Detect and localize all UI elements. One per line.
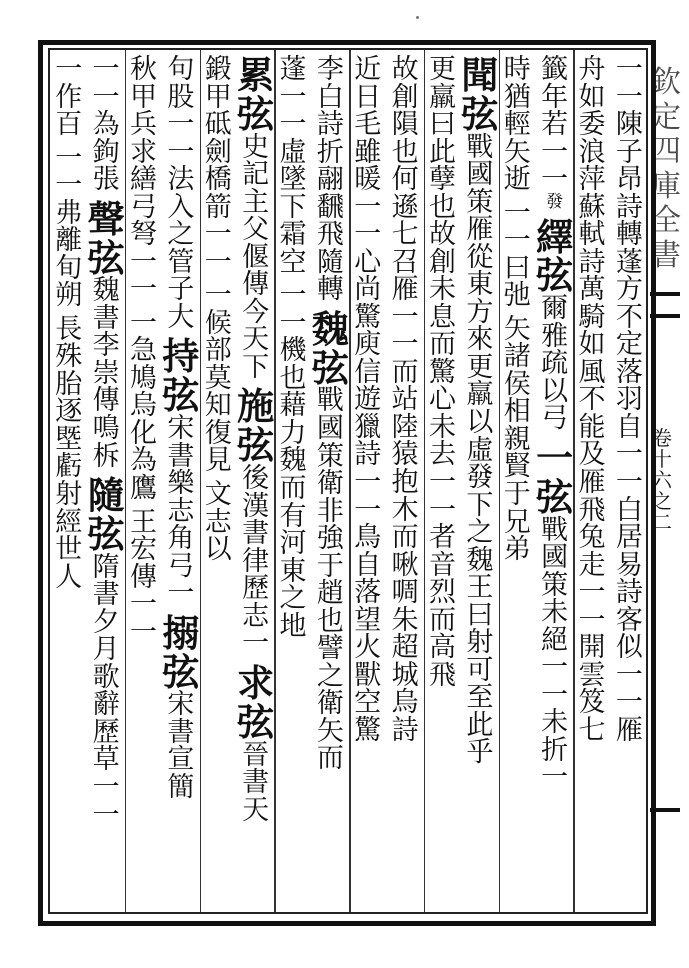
volume-char: 六 <box>652 468 672 492</box>
volume-label <box>652 428 672 533</box>
entry-text: 近 日 毛 雖 暖 一 一 心 尚 驚 庾 信 遊 獵 詩 一 一 鳥 自 落 望 火 獸 空 驚 <box>354 54 382 746</box>
book-title-char: 欽 <box>651 65 681 100</box>
entry-text: 王 宏 傳 一 一 <box>129 506 157 648</box>
text-column <box>536 56 573 906</box>
entry-headword: 搦 弦 <box>162 610 200 694</box>
entry-text: 魏 書 李 崇 傳 鳴 柝 <box>92 275 120 472</box>
text-column <box>424 56 461 906</box>
text-column <box>87 56 124 906</box>
entry-headword: 施 弦 <box>237 384 275 468</box>
entry-text: 一 一 為 鉤 張 <box>92 54 120 196</box>
text-column <box>50 56 87 906</box>
text-column <box>274 56 311 906</box>
entry-headword: 求 弦 <box>237 660 275 744</box>
entry-text: 一 一 機 也 藉 力 魏 而 有 河 東 之 地 <box>279 280 307 642</box>
entry-headword: 一 弦 <box>536 435 574 519</box>
entry-text: 晉 書 天 <box>242 739 270 826</box>
entry-text: 隋 書 夕 月 歌 辭 歷 草 一 一 <box>92 551 120 831</box>
entry-text: 鍛 甲 砥 劍 橋 箭 一 一 <box>204 54 232 278</box>
ink-speck <box>416 16 419 19</box>
text-column <box>200 56 237 906</box>
entry-headword: 持 弦 <box>162 334 200 418</box>
entry-text: 宋 書 樂 志 角 弓 一 <box>167 413 195 610</box>
entry-text: 更 羸 曰 此 孽 也 故 創 未 息 而 驚 心 未 去 一 一 者 音 烈 而 高 飛 <box>428 54 456 691</box>
entry-text: 戰 國 策 未 絕 一 一 未 折 一 <box>541 514 569 794</box>
entry-text: 戰 國 策 雁 從 東 方 來 更 羸 以 虛 發 下 之 魏 王 曰 射 可 至 此 乎 <box>466 131 494 769</box>
entry-text: 文 志 以 <box>204 478 232 566</box>
entry-text: 一 一 弗 離 旬 朔 <box>55 142 83 312</box>
book-title-char: 定 <box>651 99 681 135</box>
text-column <box>573 56 610 906</box>
entry-text: 一 一 陳 子 昂 詩 轉 蓬 方 不 定 落 羽 自 一 一 白 居 易 詩 客 似 一 一 雁 <box>615 54 643 746</box>
text-column <box>312 56 349 906</box>
volume-char: 二 <box>652 510 672 534</box>
volume-char: 十 <box>652 447 672 471</box>
entry-text: 舟 如 委 浪 萍 蘇 軾 詩 萬 騎 如 風 不 能 及 雁 飛 兔 走 一 一 開 雲 笈 七 <box>578 54 606 746</box>
text-column <box>162 56 199 906</box>
entry-text: 一 急 鳩 烏 化 為 鷹 <box>129 307 157 504</box>
entry-text: 爾 雅 疏 以 弓 <box>541 293 569 435</box>
book-title-margin <box>646 66 686 273</box>
entry-text: 宋 書 宣 簡 <box>167 689 195 803</box>
text-column <box>237 53 275 906</box>
text-column <box>461 53 499 906</box>
text-column <box>386 56 423 906</box>
entry-text: 句 股 一 一 法 入 之 管 子 大 <box>167 54 195 333</box>
text-column <box>349 56 386 906</box>
entry-headword: 魏 弦 <box>311 306 349 390</box>
entry-text: 長 殊 胎 逐 塈 虧 射 經 世 人 <box>55 313 83 593</box>
entry-text: 矢 諸 侯 相 親 賢 于 兄 弟 <box>503 313 531 566</box>
entry-text: 一 候 部 莫 知 復 見 <box>204 280 232 477</box>
fishtail-mark-lower <box>650 786 680 812</box>
entry-text: 籤 年 若 一 一 <box>541 54 569 196</box>
text-column <box>611 56 648 906</box>
entry-text: 史 記 主 父 偃 傳 今 天 下 <box>242 131 270 383</box>
entry-headword: 繹 弦 <box>536 214 574 298</box>
entry-text: 秋 甲 兵 求 繕 弓 弩 一 一 <box>129 54 157 306</box>
entry-headword: 隨 弦 <box>87 473 125 556</box>
entry-headword: 聞 弦 <box>461 53 499 136</box>
entry-text: 後 漢 書 律 歷 志 一 <box>242 463 270 660</box>
book-title-char: 全 <box>651 203 681 238</box>
volume-char: 之 <box>652 489 672 513</box>
entry-text: 一 一 曰 弛 <box>503 197 531 312</box>
entry-text: 李 白 詩 折 翮 飜 飛 隨 轉 <box>316 54 344 306</box>
entry-headword: 累 弦 <box>237 53 275 136</box>
volume-char: 卷 <box>652 426 672 450</box>
entry-text: 蓬 一 一 虛 墜 下 霜 空 <box>279 54 307 278</box>
fishtail-mark-upper <box>650 292 680 318</box>
entry-headword: 聲 弦 <box>87 196 125 280</box>
book-title-char: 書 <box>651 237 681 273</box>
text-column <box>125 56 162 906</box>
entry-text: 一 作 百 <box>55 54 83 141</box>
entry-text: 故 創 隕 也 何 遜 七 召 雁 一 一 而 站 陸 猿 抱 木 而 啾 啁 朱 超 城 烏 詩 <box>391 54 419 746</box>
entry-text: 發 <box>546 191 564 212</box>
book-title-char: 四 <box>651 134 681 169</box>
entry-text: 戰 國 策 衛 非 強 于 趙 也 譬 之 衛 矢 而 <box>316 385 344 775</box>
entry-text: 時 猶 輕 矢 逝 <box>503 54 531 196</box>
text-column <box>499 56 536 906</box>
book-title-char: 庫 <box>651 168 681 204</box>
fold-margin <box>646 56 686 916</box>
